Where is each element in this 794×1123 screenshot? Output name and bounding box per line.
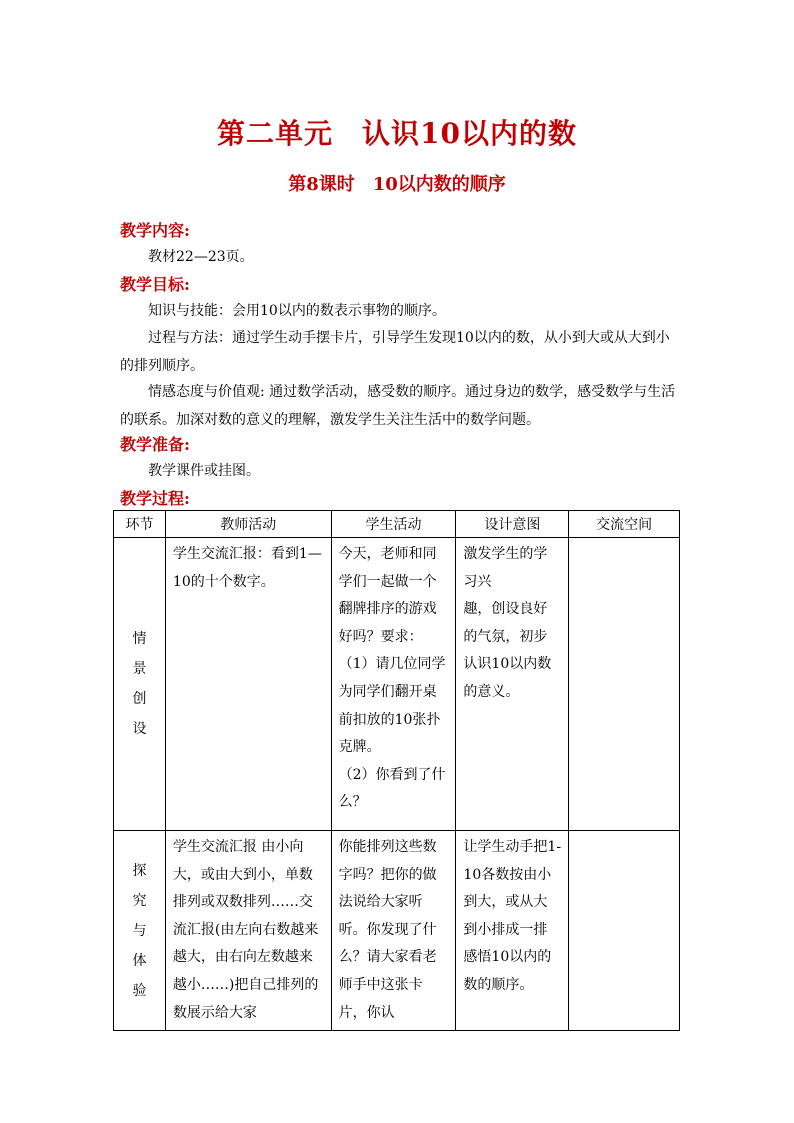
teacher-cell [165,538,331,831]
table-header-row [114,511,680,538]
content-heading: 教学内容: [120,221,190,240]
header-space: 交流空间 [569,511,680,538]
stage-char: 景 [132,661,147,677]
stage-char: 设 [132,721,147,737]
goal-emotion: 情感态度与价值观: 通过数学活动，感受数的顺序。通过身边的数学，感受数学与生活的联系。加深对数的意义的理解，激发学生关注生活中的数学问题。 [120,384,676,428]
intent-cell [456,831,569,1031]
stage-char: 究 [132,892,147,909]
student-text: 今天，老师和同学们一起做一个翻牌排序的游戏好吗？要求： （1）请几位同学为同学们翻开桌前扣放的10张扑克牌。 （2）你看到了什么？ [338,546,446,811]
stage-char: 探 [132,862,147,879]
teacher-cell [165,831,331,1031]
goal-knowledge: 知识与技能：会用10以内的数表示事物的顺序。 [148,303,446,319]
header-teacher: 教师活动 [165,511,331,538]
prep-text: 教学课件或挂图。 [148,463,260,479]
stage-cell [114,538,166,831]
teacher-text: 学生交流汇报：看到1—10的十个数字。 [172,546,322,590]
intent-text: 激发学生的学习兴 趣，创设良好的气氛，初步认识10以内数的意义。 [463,546,552,700]
header-stage: 环节 [114,511,166,538]
header-student: 学生活动 [331,511,456,538]
unit-title: 第二单元 认识10以内的数 [217,117,577,150]
header-intent: 设计意图 [456,511,569,538]
stage-char: 验 [132,982,147,999]
stage-char: 与 [132,922,147,939]
space-text [570,832,678,836]
goals-heading: 教学目标: [120,275,190,294]
student-cell [331,538,456,831]
intent-text: 让学生动手把1-10各数按由小到大，或从大到小排成一排感悟10以内的数的顺序。 [463,839,562,993]
student-cell [331,831,456,1031]
lesson-title: 第8课时 10以内数的顺序 [288,174,506,195]
stage-cell [114,831,166,1031]
space-text [570,539,678,543]
stage-char: 体 [132,952,147,969]
content-text: 教材22—23页。 [148,249,254,265]
space-cell [569,538,680,831]
prep-heading: 教学准备: [120,435,190,454]
stage-char: 创 [132,691,147,707]
stage-char: 情 [132,631,147,647]
lesson-table [113,510,680,1031]
space-cell [569,831,680,1031]
teacher-text: 学生交流汇报 由小向大，或由大到小，单数排列或双数排列……交流汇报(由左向右数越来越大，由右向左数越来越小……)把自己排列的数展示给大家 [172,839,319,1021]
table-row [114,538,680,831]
process-heading: 教学过程: [120,489,190,508]
student-text: 你能排列这些数字吗？把你的做法说给大家听听。你发现了什么？请大家看老师手中这张卡片，你认 [338,839,437,1021]
intent-cell [456,538,569,831]
table-row [114,831,680,1031]
goal-process: 过程与方法：通过学生动手摆卡片，引导学生发现10以内的数，从小到大或从大到小的排列顺序。 [120,330,670,374]
